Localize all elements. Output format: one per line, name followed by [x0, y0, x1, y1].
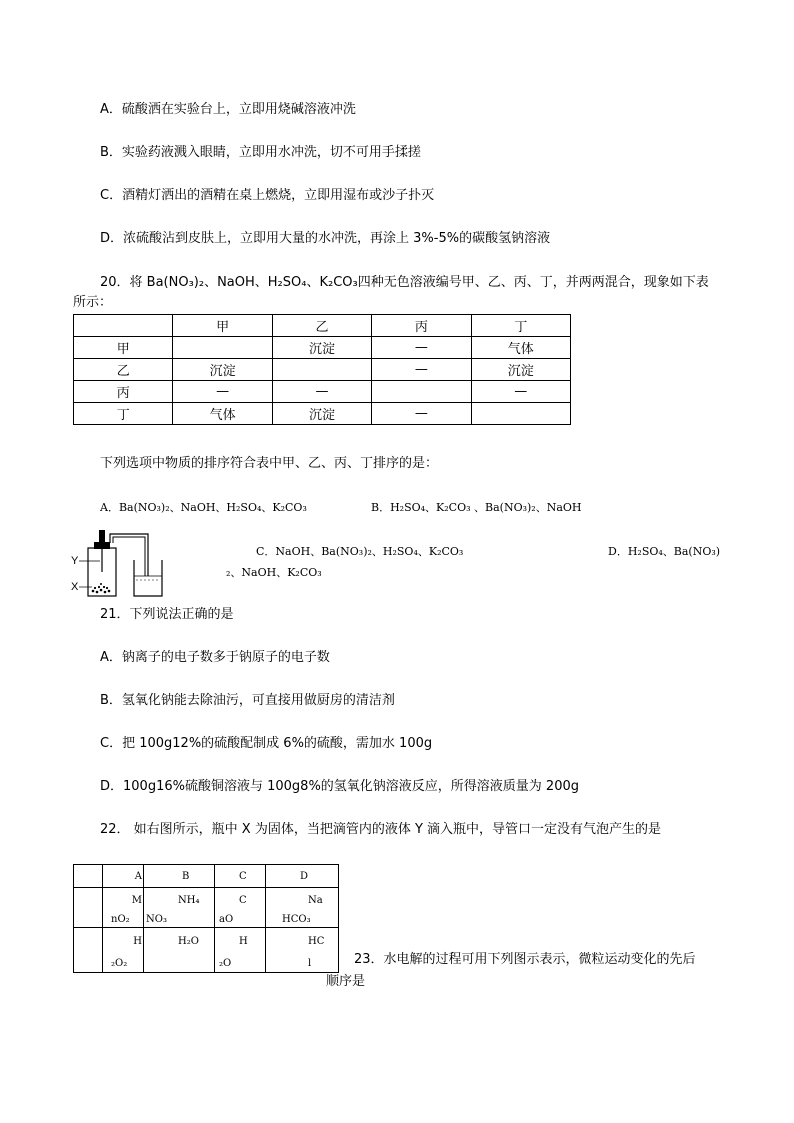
table-cell — [74, 928, 103, 973]
q22-stem: 22． 如右图所示，瓶中 X 为固体，当把滴管内的液体 Y 滴入瓶中，导管口一定没有气泡产生的是 — [100, 822, 662, 837]
table-header-cell: 丁 — [471, 315, 570, 337]
q22-options-table — [73, 864, 339, 973]
table-cell: 乙 — [74, 359, 173, 381]
table-cell: NH₄ NO₃ — [144, 888, 215, 928]
dropper-bulb — [99, 530, 105, 542]
table-header-row — [74, 315, 571, 337]
table-row — [74, 928, 339, 973]
table-row — [74, 888, 339, 928]
table-header-cell: C — [215, 865, 266, 888]
table-cell: 沉淀 — [272, 403, 371, 425]
flask-dropper-apparatus — [70, 520, 180, 600]
table-cell — [173, 337, 272, 359]
q20-option-b: B．H₂SO₄、K₂CO₃ 、Ba(NO₃)₂、NaOH — [371, 501, 582, 514]
table-cell: — — [173, 381, 272, 403]
q20-mixing-table — [73, 314, 571, 425]
label-x: X — [71, 581, 79, 593]
table-cell: H₂O — [144, 928, 215, 973]
q23-line2: 顺序是 — [326, 974, 366, 989]
q20-stem-line1: 20．将 Ba(NO₃)₂、NaOH、H₂SO₄、K₂CO₃四种无色溶液编号甲、乙、丙、丁，并两两混合，现象如下表 — [100, 275, 709, 290]
table-cell: 丙 — [74, 381, 173, 403]
q21-option-c: C．把 100g12%的硫酸配制成 6%的硫酸，需加水 100g — [100, 736, 433, 751]
q20-question: 下列选项中物质的排序符合表中甲、乙、丙、丁排序的是： — [100, 456, 439, 471]
table-header-cell: A — [103, 865, 144, 888]
table-cell: — — [372, 403, 471, 425]
table-row — [74, 381, 571, 403]
table-row — [74, 337, 571, 359]
table-cell — [372, 381, 471, 403]
q20-option-a: A．Ba(NO₃)₂、NaOH、H₂SO₄、K₂CO₃ — [100, 501, 307, 514]
table-cell: — — [372, 337, 471, 359]
q19-option-c: C．酒精灯洒出的酒精在桌上燃烧，立即用湿布或沙子扑灭 — [100, 188, 435, 203]
table-row — [74, 359, 571, 381]
q19-option-d: D．浓硫酸沾到皮肤上，立即用大量的水冲洗，再涂上 3%-5%的碳酸氢钠溶液 — [100, 231, 551, 246]
table-header-cell: D — [266, 865, 339, 888]
table-header-cell — [74, 315, 173, 337]
label-y: Y — [71, 555, 79, 567]
table-cell: — — [372, 359, 471, 381]
table-cell: C aO — [215, 888, 266, 928]
q21-stem: 21．下列说法正确的是 — [100, 607, 234, 622]
table-cell: — — [272, 381, 371, 403]
table-header-cell: B — [144, 865, 215, 888]
table-cell — [74, 888, 103, 928]
table-cell — [74, 865, 103, 888]
table-cell: 气体 — [471, 337, 570, 359]
q21-option-d: D．100g16%硫酸铜溶液与 100g8%的氢氧化钠溶液反应，所得溶液质量为 200g — [100, 779, 579, 794]
table-cell: 气体 — [173, 403, 272, 425]
q20-option-d-line2: ₂、NaOH、K₂CO₃ — [226, 566, 322, 579]
table-header-cell: 丙 — [372, 315, 471, 337]
q21-option-b: B．氢氧化钠能去除油污，可直接用做厨房的清洁剂 — [100, 693, 395, 708]
q20-stem-line2: 所示： — [73, 295, 113, 310]
table-cell: H ₂O₂ — [103, 928, 144, 973]
table-cell: HC l — [266, 928, 339, 973]
table-cell: 沉淀 — [471, 359, 570, 381]
table-cell: M nO₂ — [103, 888, 144, 928]
table-cell: — — [471, 381, 570, 403]
q23-line1: 23．水电解的过程可用下列图示表示，微粒运动变化的先后 — [354, 952, 696, 967]
table-cell: H ₂O — [215, 928, 266, 973]
q21-option-a: A．钠离子的电子数多于钠原子的电子数 — [100, 650, 330, 665]
solid-x-particles — [92, 583, 111, 593]
table-cell — [471, 403, 570, 425]
table-cell: 甲 — [74, 337, 173, 359]
q20-option-c: C．NaOH、Ba(NO₃)₂、H₂SO₄、K₂CO₃ — [256, 545, 464, 558]
table-header-cell: 甲 — [173, 315, 272, 337]
table-cell: Na HCO₃ — [266, 888, 339, 928]
q19-option-a: A．硫酸洒在实验台上，立即用烧碱溶液冲洗 — [100, 102, 356, 117]
table-cell: 丁 — [74, 403, 173, 425]
table-cell: 沉淀 — [173, 359, 272, 381]
table-cell — [272, 359, 371, 381]
table-header-cell: 乙 — [272, 315, 371, 337]
table-cell: 沉淀 — [272, 337, 371, 359]
table-row — [74, 403, 571, 425]
table-header-row — [74, 865, 339, 888]
q19-option-b: B．实验药液溅入眼睛，立即用水冲洗，切不可用手揉搓 — [100, 145, 421, 160]
q20-option-d-line1: D．H₂SO₄、Ba(NO₃) — [608, 545, 721, 558]
